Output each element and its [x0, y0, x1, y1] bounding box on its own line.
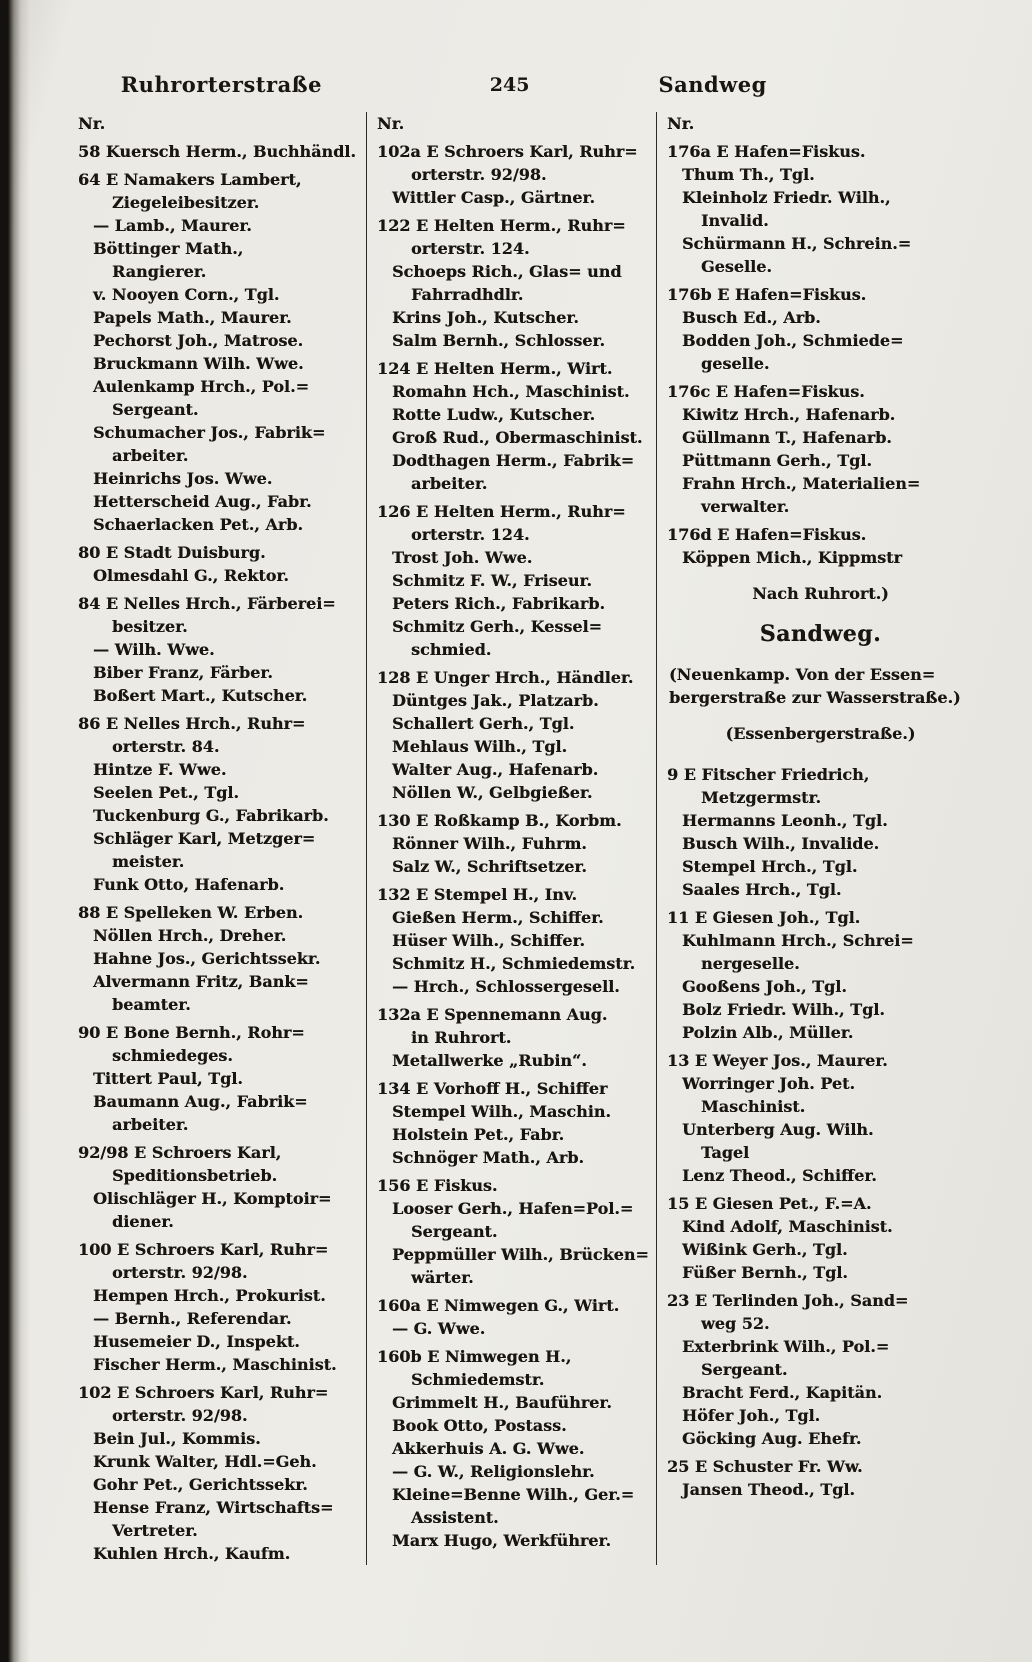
directory-line: 25 E Schuster Fr. Ww. — [667, 1457, 863, 1476]
nr-label: Nr. — [78, 114, 106, 133]
directory-line: 176b E Hafen=Fiskus. — [667, 285, 867, 304]
directory-line: Kleine=Benne Wilh., Ger.= — [392, 1485, 635, 1504]
directory-line: Tagel — [701, 1143, 750, 1162]
directory-line: 176d E Hafen=Fiskus. — [667, 525, 867, 544]
directory-line: 176a E Hafen=Fiskus. — [667, 142, 866, 161]
directory-line: Unterberg Aug. Wilh. — [682, 1120, 874, 1139]
directory-line: Papels Math., Maurer. — [93, 308, 292, 327]
directory-line: Walter Aug., Hafenarb. — [392, 760, 599, 779]
directory-line: Krunk Walter, Hdl.=Geh. — [93, 1452, 317, 1471]
directory-line: Stempel Hrch., Tgl. — [682, 857, 858, 876]
directory-line: Peppmüller Wilh., Brücken= — [392, 1245, 649, 1264]
directory-columns — [78, 112, 990, 1565]
spacer — [667, 709, 988, 722]
directory-line: arbeiter. — [411, 474, 488, 493]
directory-line: Schaerlacken Pet., Arb. — [93, 515, 304, 534]
directory-line: schmied. — [411, 640, 492, 659]
directory-line: Schoeps Rich., Glas= und — [392, 262, 622, 281]
directory-lines-left — [78, 140, 362, 1565]
directory-line: 128 E Unger Hrch., Händler. — [377, 668, 634, 687]
directory-line: Schumacher Jos., Fabrik= — [93, 423, 326, 442]
directory-line: Book Otto, Postass. — [392, 1416, 567, 1435]
directory-line: Stempel Wilh., Maschin. — [392, 1102, 611, 1121]
directory-line: Husemeier D., Inspekt. — [93, 1332, 300, 1351]
running-head-right: Sandweg — [658, 72, 767, 97]
directory-line: Vertreter. — [112, 1521, 198, 1540]
directory-line: Püttmann Gerh., Tgl. — [682, 451, 872, 470]
directory-line: besitzer. — [112, 617, 188, 636]
directory-line: Düntges Jak., Platzarb. — [392, 691, 599, 710]
directory-line: Trost Joh. Wwe. — [392, 548, 533, 567]
directory-line: beamter. — [112, 995, 191, 1014]
directory-line: Rangierer. — [112, 262, 207, 281]
directory-line: Olmesdahl G., Rektor. — [93, 566, 289, 585]
directory-line: Thum Th., Tgl. — [682, 165, 815, 184]
directory-line: Wißink Gerh., Tgl. — [682, 1240, 848, 1259]
directory-line: 100 E Schroers Karl, Ruhr= — [78, 1240, 329, 1259]
directory-line: Holstein Pet., Fabr. — [392, 1125, 565, 1144]
directory-line: Dodthagen Herm., Fabrik= — [392, 451, 635, 470]
directory-line: Busch Ed., Arb. — [682, 308, 821, 327]
directory-line: Rönner Wilh., Fuhrm. — [392, 834, 587, 853]
directory-line: Rotte Ludw., Kutscher. — [392, 405, 596, 424]
directory-line: Peters Rich., Fabrikarb. — [392, 594, 606, 613]
directory-line: meister. — [112, 852, 185, 871]
directory-line: — G. W., Religionslehr. — [392, 1462, 595, 1481]
directory-line: 134 E Vorhoff H., Schiffer — [377, 1079, 608, 1098]
directory-line: Nöllen Hrch., Dreher. — [93, 926, 287, 945]
page-header — [78, 72, 990, 97]
directory-line: Nach Ruhrort.) — [752, 584, 889, 603]
directory-line: diener. — [112, 1212, 174, 1231]
directory-line: weg 52. — [701, 1314, 770, 1333]
directory-line: geselle. — [701, 354, 770, 373]
directory-line: 132a E Spennemann Aug. — [377, 1005, 608, 1024]
directory-line: Güllmann T., Hafenarb. — [682, 428, 892, 447]
directory-line: Alvermann Fritz, Bank= — [93, 972, 309, 991]
directory-line: nergeselle. — [701, 954, 800, 973]
directory-line: Gooßens Joh., Tgl. — [682, 977, 847, 996]
directory-line: Salz W., Schriftsetzer. — [392, 857, 587, 876]
directory-line: orterstr. 92/98. — [411, 165, 547, 184]
directory-line: Göcking Aug. Ehefr. — [682, 1429, 862, 1448]
directory-lines-middle — [377, 140, 652, 1552]
directory-line: — Hrch., Schlossergesell. — [392, 977, 620, 996]
directory-line: Groß Rud., Obermaschinist. — [392, 428, 643, 447]
directory-line: Schmitz Gerh., Kessel= — [392, 617, 603, 636]
directory-line: Gießen Herm., Schiffer. — [392, 908, 604, 927]
directory-line: Köppen Mich., Kippmstr — [682, 548, 902, 567]
directory-line: Metallwerke „Rubin“. — [392, 1051, 587, 1070]
directory-line: Hetterscheid Aug., Fabr. — [93, 492, 312, 511]
directory-line: Schmitz F. W., Friseur. — [392, 571, 592, 590]
directory-line: Hempen Hrch., Prokurist. — [93, 1286, 326, 1305]
book-gutter-shadow — [0, 0, 30, 1662]
directory-line: Fahrradhdlr. — [411, 285, 524, 304]
directory-line: Exterbrink Wilh., Pol.= — [682, 1337, 890, 1356]
directory-line: Aulenkamp Hrch., Pol.= — [93, 377, 310, 396]
directory-line: Assistent. — [411, 1508, 499, 1527]
directory-line: arbeiter. — [112, 446, 189, 465]
directory-column-middle — [366, 112, 657, 1565]
directory-line: orterstr. 92/98. — [112, 1406, 248, 1425]
directory-line: 160b E Nimwegen H., — [377, 1347, 572, 1366]
directory-line: Saales Hrch., Tgl. — [682, 880, 842, 899]
directory-line: 13 E Weyer Jos., Maurer. — [667, 1051, 888, 1070]
directory-line: Bracht Ferd., Kapitän. — [682, 1383, 883, 1402]
directory-line: Hense Franz, Wirtschafts= — [93, 1498, 334, 1517]
directory-line: Hahne Jos., Gerichtssekr. — [93, 949, 321, 968]
directory-line: 80 E Stadt Duisburg. — [78, 543, 266, 562]
directory-line: Metzgermstr. — [701, 788, 822, 807]
directory-line: Worringer Joh. Pet. — [682, 1074, 856, 1093]
directory-line: Marx Hugo, Werkführer. — [392, 1531, 612, 1550]
directory-line: 58 Kuersch Herm., Buchhändl. — [78, 142, 356, 161]
directory-line: 9 E Fitscher Friedrich, — [667, 765, 870, 784]
directory-line: Fischer Herm., Maschinist. — [93, 1355, 337, 1374]
directory-line: Maschinist. — [701, 1097, 806, 1116]
directory-line: orterstr. 124. — [411, 239, 530, 258]
spacer — [667, 569, 988, 582]
directory-line: 130 E Roßkamp B., Korbm. — [377, 811, 622, 830]
directory-line: Tuckenburg G., Fabrikarb. — [93, 806, 329, 825]
directory-line: v. Nooyen Corn., Tgl. — [93, 285, 280, 304]
directory-line: Biber Franz, Färber. — [93, 663, 273, 682]
directory-line: 122 E Helten Herm., Ruhr= — [377, 216, 626, 235]
directory-line: arbeiter. — [112, 1115, 189, 1134]
directory-line: Gohr Pet., Gerichtssekr. — [93, 1475, 308, 1494]
directory-line: schmiedeges. — [112, 1046, 233, 1065]
directory-line: 15 E Giesen Pet., F.=A. — [667, 1194, 872, 1213]
directory-line: orterstr. 124. — [411, 525, 530, 544]
directory-line: 23 E Terlinden Joh., Sand= — [667, 1291, 909, 1310]
directory-line: Pechorst Joh., Matrose. — [93, 331, 304, 350]
directory-line: Sergeant. — [411, 1222, 498, 1241]
directory-line: Boßert Mart., Kutscher. — [93, 686, 308, 705]
directory-line: Kuhlen Hrch., Kaufm. — [93, 1544, 291, 1563]
directory-line: Heinrichs Jos. Wwe. — [93, 469, 273, 488]
directory-line: Salm Bernh., Schlosser. — [392, 331, 606, 350]
directory-line: 126 E Helten Herm., Ruhr= — [377, 502, 626, 521]
directory-line: 64 E Namakers Lambert, — [78, 170, 302, 189]
directory-line: Geselle. — [701, 257, 772, 276]
spacer — [667, 650, 988, 663]
directory-line: 102 E Schroers Karl, Ruhr= — [78, 1383, 329, 1402]
directory-line: Polzin Alb., Müller. — [682, 1023, 854, 1042]
directory-line: Schürmann H., Schrein.= — [682, 234, 912, 253]
directory-line: 102a E Schroers Karl, Ruhr= — [377, 142, 638, 161]
directory-line: Böttinger Math., — [93, 239, 244, 258]
directory-line: Schläger Karl, Metzger= — [93, 829, 316, 848]
directory-line: Seelen Pet., Tgl. — [93, 783, 239, 802]
directory-line: Lenz Theod., Schiffer. — [682, 1166, 877, 1185]
directory-line: Baumann Aug., Fabrik= — [93, 1092, 308, 1111]
directory-line: orterstr. 92/98. — [112, 1263, 248, 1282]
directory-line: Olischläger H., Komptoir= — [93, 1189, 332, 1208]
directory-line: 132 E Stempel H., Inv. — [377, 885, 578, 904]
directory-line: Mehlaus Wilh., Tgl. — [392, 737, 568, 756]
directory-line: Bodden Joh., Schmiede= — [682, 331, 904, 350]
directory-line: 160a E Nimwegen G., Wirt. — [377, 1296, 620, 1315]
directory-line: Hintze F. Wwe. — [93, 760, 227, 779]
directory-line: Kuhlmann Hrch., Schrei= — [682, 931, 914, 950]
directory-line: Bolz Friedr. Wilh., Tgl. — [682, 1000, 885, 1019]
directory-line: Füßer Bernh., Tgl. — [682, 1263, 848, 1282]
directory-line: — Wilh. Wwe. — [93, 640, 215, 659]
nr-label: Nr. — [667, 114, 695, 133]
directory-line: Akkerhuis A. G. Wwe. — [392, 1439, 585, 1458]
directory-line: Busch Wilh., Invalide. — [682, 834, 880, 853]
directory-line: Bein Jul., Kommis. — [93, 1429, 261, 1448]
directory-line: Hermanns Leonh., Tgl. — [682, 811, 888, 830]
directory-line: Bruckmann Wilh. Wwe. — [93, 354, 304, 373]
directory-line: Höfer Joh., Tgl. — [682, 1406, 821, 1425]
directory-line: Schnöger Math., Arb. — [392, 1148, 585, 1167]
directory-line: Funk Otto, Hafenarb. — [93, 875, 285, 894]
directory-line: Ziegeleibesitzer. — [112, 193, 260, 212]
directory-line: Schmitz H., Schmiedemstr. — [392, 954, 636, 973]
directory-line: 11 E Giesen Joh., Tgl. — [667, 908, 861, 927]
directory-line: 124 E Helten Herm., Wirt. — [377, 359, 613, 378]
directory-line: Romahn Hch., Maschinist. — [392, 382, 630, 401]
directory-line: Hüser Wilh., Schiffer. — [392, 931, 585, 950]
directory-line: Kiwitz Hrch., Hafenarb. — [682, 405, 896, 424]
directory-line: (Neuenkamp. Von der Essen= — [669, 665, 936, 684]
directory-line: in Ruhrort. — [411, 1028, 512, 1047]
nr-label: Nr. — [377, 114, 405, 133]
directory-line: Kleinholz Friedr. Wilh., — [682, 188, 891, 207]
directory-line: (Essenbergerstraße.) — [725, 724, 916, 743]
directory-line: bergerstraße zur Wasserstraße.) — [669, 688, 961, 707]
directory-line: 90 E Bone Bernh., Rohr= — [78, 1023, 305, 1042]
directory-line: Kind Adolf, Maschinist. — [682, 1217, 893, 1236]
directory-line: Frahn Hrch., Materialien= — [682, 474, 921, 493]
directory-lines-right — [667, 140, 988, 1501]
directory-line: Jansen Theod., Tgl. — [682, 1480, 855, 1499]
directory-line: Sergeant. — [112, 400, 199, 419]
directory-line: Sergeant. — [701, 1360, 788, 1379]
directory-line: wärter. — [411, 1268, 474, 1287]
directory-line: orterstr. 84. — [112, 737, 220, 756]
spacer — [667, 745, 988, 758]
directory-line: 86 E Nelles Hrch., Ruhr= — [78, 714, 306, 733]
directory-line: — Lamb., Maurer. — [93, 216, 252, 235]
directory-line: verwalter. — [701, 497, 790, 516]
directory-line: Nöllen W., Gelbgießer. — [392, 783, 593, 802]
directory-line: — Bernh., Referendar. — [93, 1309, 292, 1328]
directory-column-right — [657, 112, 990, 1565]
directory-line: Looser Gerh., Hafen=Pol.= — [392, 1199, 634, 1218]
directory-line: 156 E Fiskus. — [377, 1176, 498, 1195]
directory-line: Invalid. — [701, 211, 769, 230]
spacer — [667, 605, 988, 618]
directory-line: Tittert Paul, Tgl. — [93, 1069, 243, 1088]
directory-line: Speditionsbetrieb. — [112, 1166, 278, 1185]
directory-line: 84 E Nelles Hrch., Färberei= — [78, 594, 336, 613]
directory-line: Schmiedemstr. — [411, 1370, 545, 1389]
directory-line: 176c E Hafen=Fiskus. — [667, 382, 865, 401]
page-number: 245 — [489, 74, 530, 96]
directory-line: Schallert Gerh., Tgl. — [392, 714, 575, 733]
directory-line: — G. Wwe. — [392, 1319, 486, 1338]
street-section-heading: Sandweg. — [759, 621, 882, 647]
directory-line: 88 E Spelleken W. Erben. — [78, 903, 304, 922]
directory-line: Grimmelt H., Bauführer. — [392, 1393, 612, 1412]
directory-line: Krins Joh., Kutscher. — [392, 308, 579, 327]
directory-column-left — [78, 112, 366, 1565]
directory-line: Wittler Casp., Gärtner. — [392, 188, 596, 207]
running-head-left: Ruhrorterstraße — [120, 72, 322, 97]
page-content — [78, 72, 990, 1565]
directory-line: 92/98 E Schroers Karl, — [78, 1143, 282, 1162]
